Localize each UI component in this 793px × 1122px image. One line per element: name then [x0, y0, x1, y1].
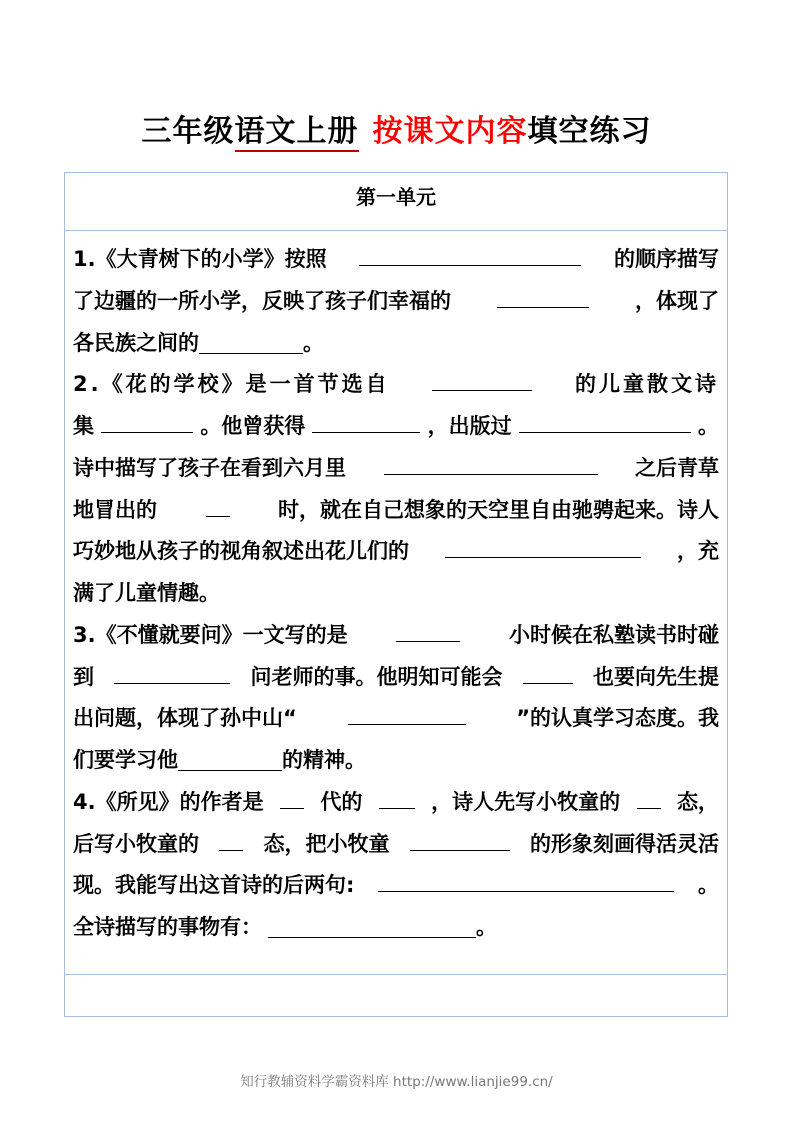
text: 地冒出的 [73, 497, 157, 522]
page-title [0, 106, 793, 150]
text: 1.《大青树下的小学》按照 [73, 247, 327, 271]
answer-blank[interactable] [519, 406, 691, 433]
unit-heading: 第一单元 [65, 173, 727, 231]
answer-blank[interactable] [637, 782, 661, 809]
answer-blank[interactable] [432, 364, 532, 391]
text: 时，就在自己想象的天空里自由驰骋起来。诗人 [278, 497, 719, 522]
title-suffix: 填空练习 [527, 114, 652, 149]
answer-blank[interactable] [384, 448, 598, 475]
answer-blank[interactable] [199, 327, 303, 354]
answer-blank[interactable] [497, 281, 589, 308]
text: ，体现了 [635, 288, 719, 313]
title-subject: 语文上册 [235, 114, 359, 152]
text: 3.《不懂就要问》一文写的是 [73, 622, 348, 647]
answer-blank[interactable] [178, 744, 282, 771]
answer-blank[interactable] [410, 824, 510, 851]
answer-blank[interactable] [206, 490, 230, 517]
questions-cell [65, 231, 727, 975]
answer-blank[interactable] [523, 657, 573, 684]
q3-line-1 [73, 615, 719, 657]
title-grade: 三年级 [141, 114, 235, 149]
text: 了边疆的一所小学，反映了孩子们幸福的 [73, 288, 451, 313]
q1-line-3 [73, 323, 719, 365]
text: ，充 [677, 539, 719, 564]
text: 集 [73, 414, 94, 438]
text: 满了儿童情趣。 [73, 581, 220, 605]
answer-blank[interactable] [348, 698, 466, 725]
text: 后写小牧童的 [73, 831, 199, 856]
text: 。 [476, 915, 497, 939]
text: 到 [73, 664, 94, 689]
q1-line-2 [73, 281, 719, 323]
answer-blank[interactable] [445, 531, 641, 558]
title-highlight: 按课文内容 [372, 114, 528, 149]
answer-blank[interactable] [378, 865, 674, 892]
answer-blank[interactable] [268, 911, 476, 938]
text: 。 [698, 873, 719, 898]
text: 出问题，体现了孙中山“ [73, 706, 297, 731]
q4-line-2 [73, 824, 719, 866]
q3-line-4 [73, 740, 719, 782]
text: 小时候在私塾读书时碰 [509, 622, 719, 647]
q2-line-4 [73, 490, 719, 532]
worksheet-table [64, 172, 728, 1017]
text: ，出版过 [427, 414, 512, 438]
answer-blank[interactable] [114, 657, 230, 684]
q3-line-2 [73, 657, 719, 699]
text: 的形象刻画得活灵活 [530, 831, 719, 856]
q4-line-4 [73, 907, 719, 949]
text: 。他曾获得 [200, 414, 306, 438]
q4-line-1 [73, 782, 719, 824]
text: 的顺序描写 [614, 247, 719, 271]
q2-line-1 [73, 364, 719, 406]
q3-line-3 [73, 698, 719, 740]
text: 的精神。 [282, 748, 366, 772]
footer-text: 知行教辅资料学霸资料库 http://www.lianjie99.cn/ [240, 1074, 553, 1090]
text: 也要向先生提 [593, 664, 719, 689]
text: 们要学习他 [73, 748, 178, 772]
answer-blank[interactable] [219, 824, 243, 851]
q2-line-3 [73, 448, 719, 490]
text: 。 [697, 414, 719, 438]
text: 巧妙地从孩子的视角叙述出花儿们的 [73, 539, 409, 564]
answer-blank[interactable] [101, 406, 193, 433]
text: 全诗描写的事物有： [73, 915, 262, 939]
text: 2.《花的学校》是一首节选自 [73, 372, 390, 397]
q2-line-2 [73, 406, 719, 448]
text: ”的认真学习态度。我 [516, 706, 719, 731]
q2-line-5 [73, 531, 719, 573]
q1-line-1 [73, 239, 719, 281]
text: 现。我能写出这首诗的后两句: [73, 873, 355, 898]
answer-blank[interactable] [280, 782, 304, 809]
answer-blank[interactable] [359, 239, 581, 266]
text: 代的 [320, 789, 363, 814]
answer-blank[interactable] [396, 615, 460, 642]
text: 的儿童散文诗 [575, 372, 719, 397]
text: ，诗人先写小牧童的 [431, 789, 621, 814]
answer-blank[interactable] [312, 406, 420, 433]
text: 。 [303, 330, 324, 355]
q4-line-3 [73, 865, 719, 907]
answer-blank[interactable] [379, 782, 415, 809]
text: 问老师的事。他明知可能会 [250, 664, 503, 689]
text: 4.《所见》的作者是 [73, 789, 264, 814]
text: 态，把小牧童 [263, 831, 390, 856]
text: 态， [676, 789, 719, 814]
q2-line-6 [73, 573, 719, 615]
text: 之后青草 [635, 455, 719, 480]
text: 各民族之间的 [73, 330, 199, 355]
text: 诗中描写了孩子在看到六月里 [73, 455, 346, 480]
